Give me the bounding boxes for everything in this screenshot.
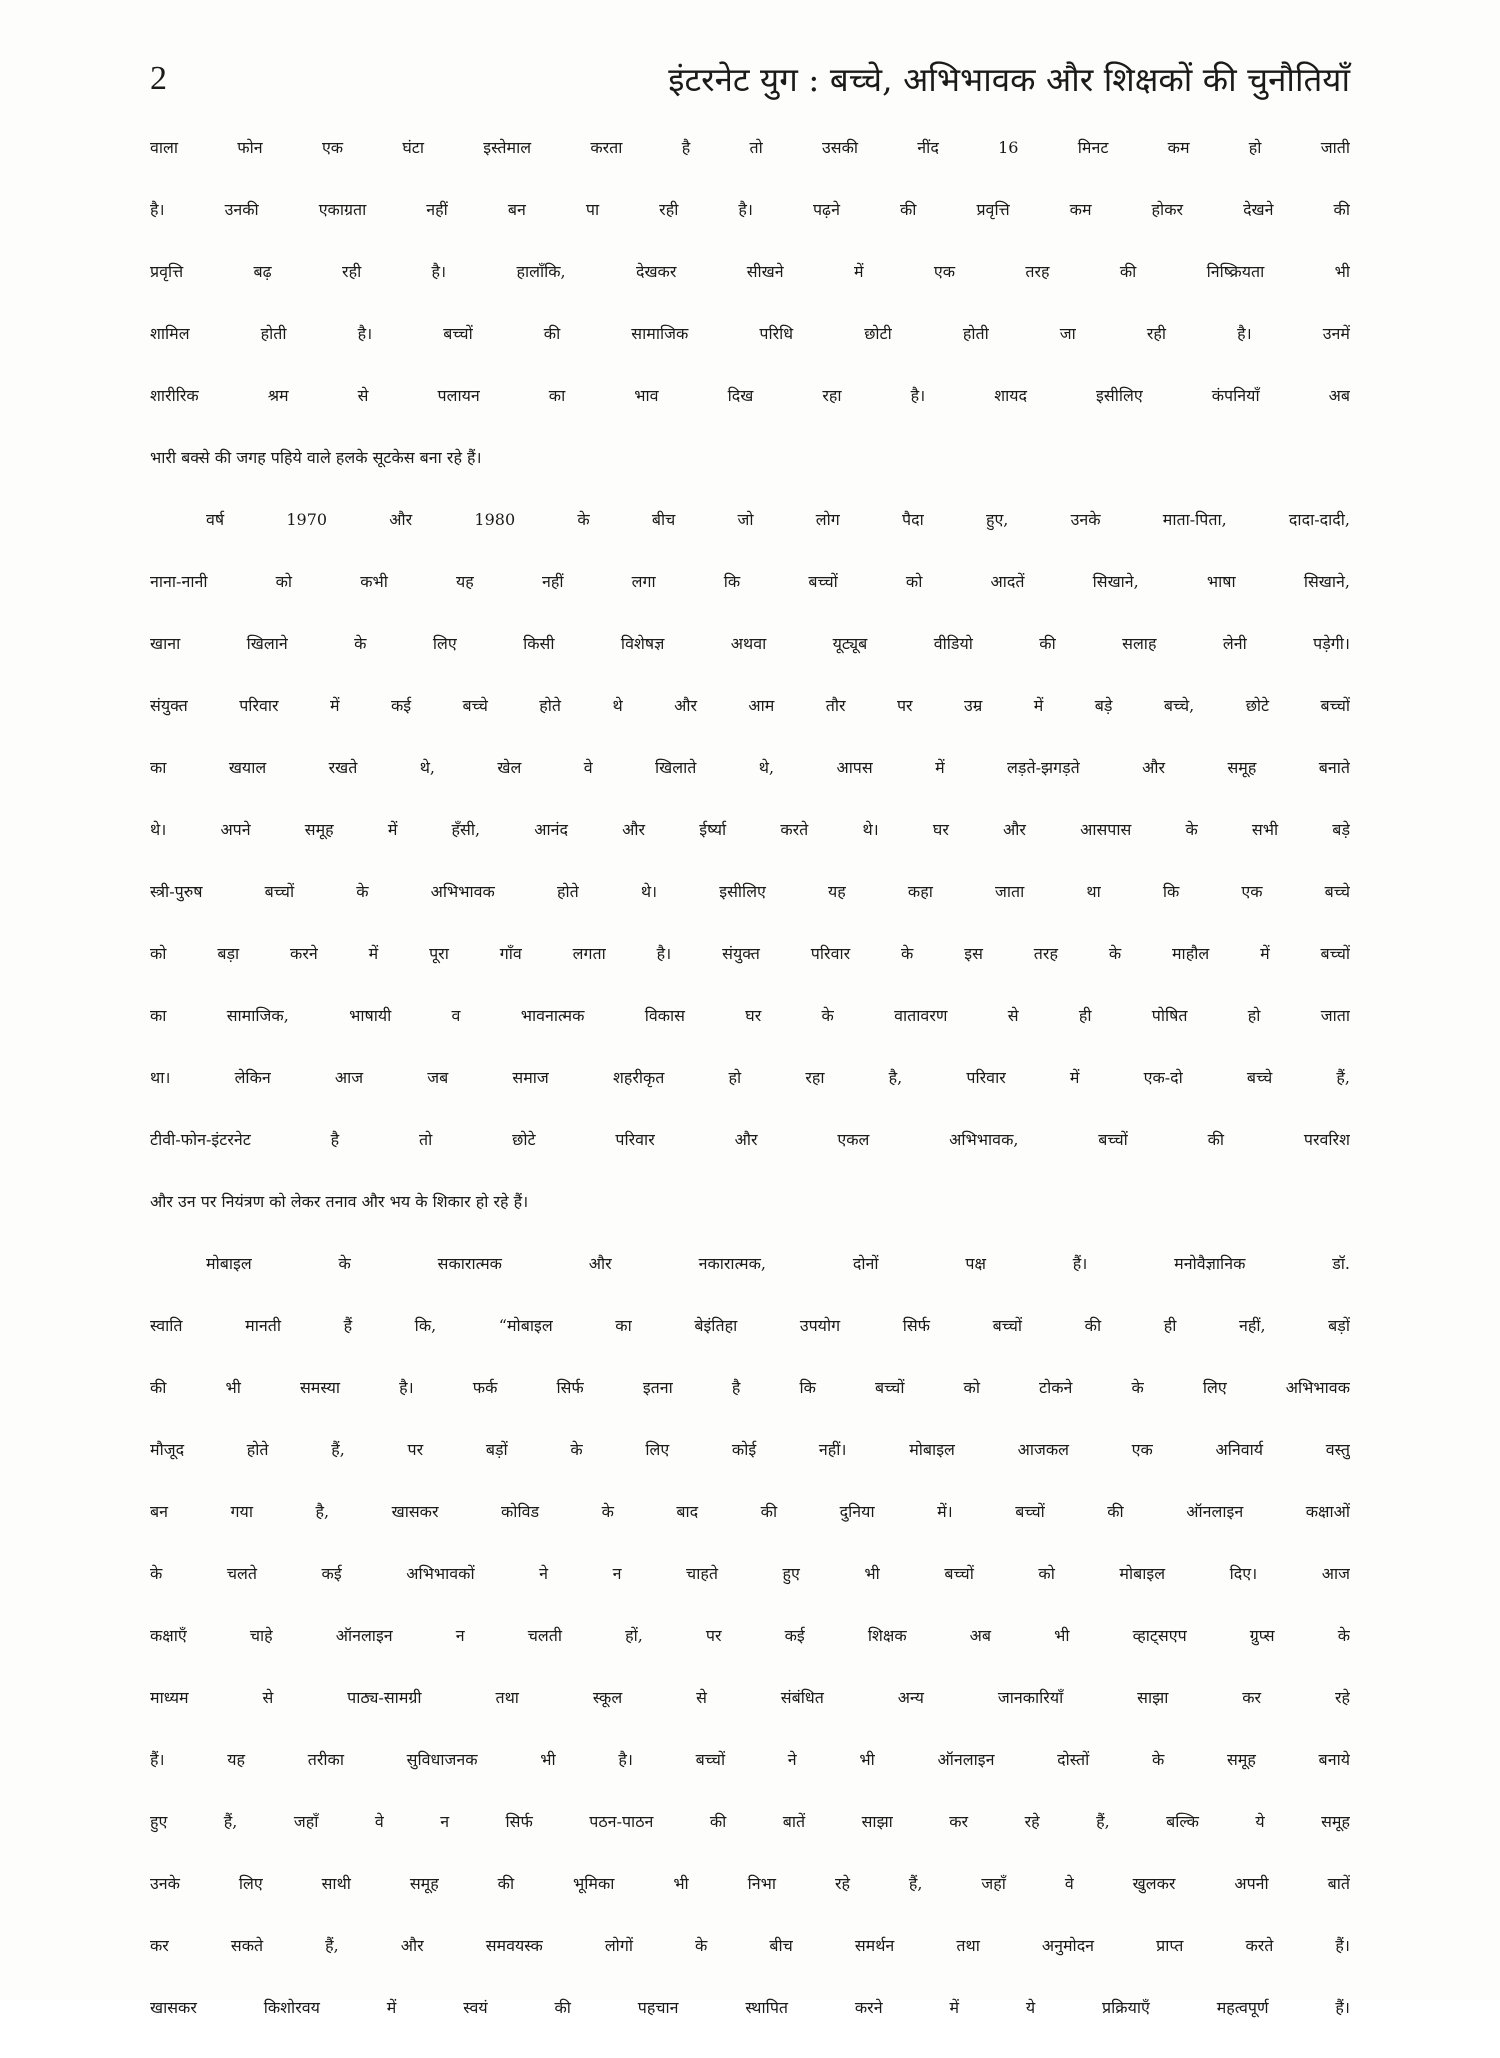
text-line: कक्षाएँ चाहे ऑनलाइन न चलती हों, पर कई शिक्षक अब भी व्हाट्सएप ग्रुप्स के: [150, 1626, 1350, 1645]
text-line: नाना-नानी को कभी यह नहीं लगा कि बच्चों को आदतें सिखाने, भाषा सिखाने,: [150, 572, 1350, 591]
text-line: है। उनकी एकाग्रता नहीं बन पा रही है। पढ़ने की प्रवृत्ति कम होकर देखने की: [150, 200, 1350, 219]
text-line: मौजूद होते हैं, पर बड़ों के लिए कोई नहीं। मोबाइल आजकल एक अनिवार्य वस्तु: [150, 1440, 1350, 1459]
text-line: टीवी-फोन-इंटरनेट है तो छोटे परिवार और एकल अभिभावक, बच्चों की परवरिश: [150, 1130, 1350, 1149]
text-line: प्रवृत्ति बढ़ रही है। हालाँकि, देखकर सीखने में एक तरह की निष्क्रियता भी: [150, 262, 1350, 281]
text-line: था। लेकिन आज जब समाज शहरीकृत हो रहा है, परिवार में एक-दो बच्चे हैं,: [150, 1068, 1350, 1087]
paragraph-2: [150, 508, 1350, 1252]
page-header: [150, 52, 1350, 112]
running-title: इंटरनेट युग : बच्चे, अभिभावक और शिक्षकों की चुनौतियाँ: [668, 60, 1350, 99]
text-line: वर्ष 1970 और 1980 के बीच जो लोग पैदा हुए, उनके माता-पिता, दादा-दादी,: [206, 510, 1350, 529]
text-line: का सामाजिक, भाषायी व भावनात्मक विकास घर के वातावरण से ही पोषित हो जाता: [150, 1006, 1350, 1025]
text-line: की भी समस्या है। फर्क सिर्फ इतना है कि बच्चों को टोकने के लिए अभिभावक: [150, 1378, 1350, 1397]
text-line: मोबाइल के सकारात्मक और नकारात्मक, दोनों पक्ष हैं। मनोवैज्ञानिक डॉ.: [206, 1254, 1350, 1273]
text-line: भारी बक्से की जगह पहिये वाले हलके सूटकेस बना रहे हैं।: [150, 448, 482, 467]
text-line: स्वाति मानती हैं कि, “मोबाइल का बेइंतिहा उपयोग सिर्फ बच्चों की ही नहीं, बड़ों: [150, 1316, 1350, 1335]
text-line: थे। अपने समूह में हँसी, आनंद और ईर्ष्या करते थे। घर और आसपास के सभी बड़े: [150, 820, 1350, 839]
text-line: हुए हैं, जहाँ वे न सिर्फ पठन-पाठन की बातें साझा कर रहे हैं, बल्कि ये समूह: [150, 1812, 1350, 1831]
text-line: को बड़ा करने में पूरा गाँव लगता है। संयुक्त परिवार के इस तरह के माहौल में बच्चों: [150, 944, 1350, 963]
text-line: शारीरिक श्रम से पलायन का भाव दिख रहा है। शायद इसीलिए कंपनियाँ अब: [150, 386, 1350, 405]
text-line: के चलते कई अभिभावकों ने न चाहते हुए भी बच्चों को मोबाइल दिए। आज: [150, 1564, 1350, 1583]
text-line: हैं। यह तरीका सुविधाजनक भी है। बच्चों ने भी ऑनलाइन दोस्तों के समूह बनाये: [150, 1750, 1350, 1769]
text-line: बन गया है, खासकर कोविड के बाद की दुनिया में। बच्चों की ऑनलाइन कक्षाओं: [150, 1502, 1350, 1521]
body-text: [150, 136, 1350, 2058]
text-line: कर सकते हैं, और समवयस्क लोगों के बीच समर्थन तथा अनुमोदन प्राप्त करते हैं।: [150, 1936, 1350, 1955]
paragraph-1: [150, 136, 1350, 508]
text-line: खाना खिलाने के लिए किसी विशेषज्ञ अथवा यूट्यूब वीडियो की सलाह लेनी पड़ेगी।: [150, 634, 1350, 653]
text-line: उनके लिए साथी समूह की भूमिका भी निभा रहे हैं, जहाँ वे खुलकर अपनी बातें: [150, 1874, 1350, 1893]
paragraph-3: [150, 1252, 1350, 2058]
page-number: 2: [150, 60, 167, 97]
text-line: खासकर किशोरवय में स्वयं की पहचान स्थापित करने में ये प्रक्रियाएँ महत्वपूर्ण हैं।: [150, 1998, 1350, 2017]
text-line: का खयाल रखते थे, खेल वे खिलाते थे, आपस में लड़ते-झगड़ते और समूह बनाते: [150, 758, 1350, 777]
text-line: वाला फोन एक घंटा इस्तेमाल करता है तो उसकी नींद 16 मिनट कम हो जाती: [150, 138, 1350, 157]
text-line: और उन पर नियंत्रण को लेकर तनाव और भय के शिकार हो रहे हैं।: [150, 1192, 529, 1211]
text-line: संयुक्त परिवार में कई बच्चे होते थे और आम तौर पर उम्र में बड़े बच्चे, छोटे बच्चों: [150, 696, 1350, 715]
text-line: स्त्री-पुरुष बच्चों के अभिभावक होते थे। इसीलिए यह कहा जाता था कि एक बच्चे: [150, 882, 1350, 901]
text-line: शामिल होती है। बच्चों की सामाजिक परिधि छोटी होती जा रही है। उनमें: [150, 324, 1350, 343]
text-line: माध्यम से पाठ्य-सामग्री तथा स्कूल से संबंधित अन्य जानकारियाँ साझा कर रहे: [150, 1688, 1350, 1707]
